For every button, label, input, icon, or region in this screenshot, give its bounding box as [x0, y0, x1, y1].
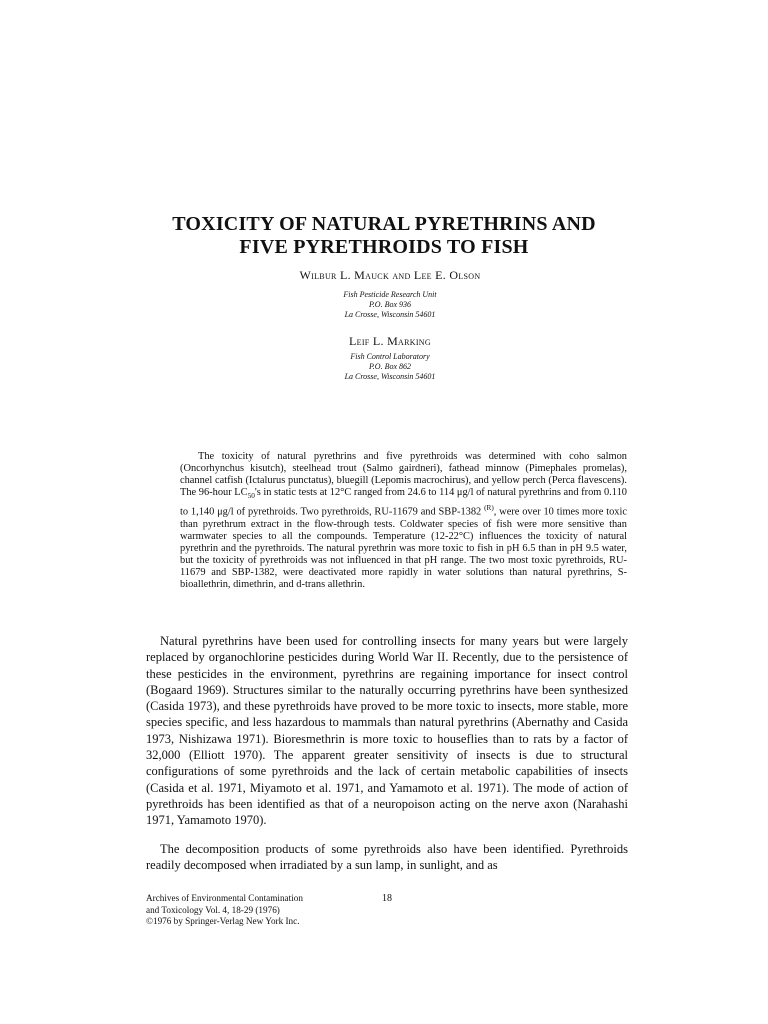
title-line-2: FIVE PYRETHROIDS TO FISH	[239, 236, 529, 258]
abstract-text-part-2: 's in static tests at 12°C ranged from 24.6 to 114 μg/l of natural pyrethrins and from 0.110 to 1,140 μg/l of pyrethroids. Two pyrethroids, RU-11679 and SBP-1382	[180, 487, 627, 518]
title-line-1: TOXICITY OF NATURAL PYRETHRINS AND	[172, 213, 596, 235]
author-affiliation-2	[0, 352, 768, 382]
author-names-2: Leif L. Marking	[349, 334, 431, 348]
footer-line-1: Archives of Environmental Contamination	[146, 893, 303, 903]
abstract-subscript: 50	[247, 492, 255, 501]
affiliation-1-line-3: La Crosse, Wisconsin 54601	[344, 310, 436, 319]
affiliation-1-line-1: Fish Pesticide Research Unit	[343, 290, 437, 299]
affiliation-2-line-1: Fish Control Laboratory	[350, 352, 430, 361]
body-text	[146, 633, 628, 885]
abstract-text-part-1: The toxicity of natural pyrethrins and five pyrethroids was determined with coho salmon (Oncorhynchus kisutch), steelhead trout (Salmo gairdneri), fathead minnow (Pimephales promelas), channel catfish (Ictalurus punctatus), bluegill (Lepomis macrochirus), and yellow perch (Perca flavescens). The 96-hour LC	[180, 451, 627, 499]
abstract	[180, 451, 627, 592]
affiliation-1-line-2: P.O. Box 936	[368, 300, 412, 309]
abstract-superscript: (R)	[484, 504, 494, 513]
abstract-paragraph	[180, 451, 627, 592]
author-names-1: Wilbur L. Mauck and Lee E. Olson	[299, 268, 481, 282]
body-paragraph-1: Natural pyrethrins have been used for controlling insects for many years but were largely replaced by organochlorine pesticides during World War II. Recently, due to the persistence of these pesticides in the environment, pyrethrins are regaining importance for insect control (Bogaard 1969). Structures similar to the naturally occurring pyrethrins have been synthesized (Casida 1973), and these pyrethroids have proved to be more toxic to insects, more stable, more species specific, and less hazardous to mammals than natural pyrethrins (Abernathy and Casida 1973, Nishizawa 1971). Bioresmethrin is more toxic to houseflies than to rats by a factor of 32,000 (Elliott 1970). The apparent greater sensitivity of insects is due to structural configurations of some pyrethroids and the lack of certain metabolic capabilities of insects (Casida et al. 1971, Miyamoto et al. 1971, and Yamamoto et al. 1971). The mode of action of pyrethroids has been identified as that of a neuropoison acting on the nerve axon (Narahashi 1971, Yamamoto 1970).	[146, 634, 628, 828]
affiliation-2-line-3: La Crosse, Wisconsin 54601	[344, 372, 436, 381]
affiliation-2-line-2: P.O. Box 862	[368, 362, 412, 371]
footer-line-3: ©1976 by Springer-Verlag New York Inc.	[146, 916, 300, 926]
journal-citation-footer	[146, 893, 303, 928]
author-affiliation-1	[0, 290, 768, 320]
abstract-text-part-3: , were over 10 times more toxic than pyrethrum extract in the flow-through tests. Coldwater species of fish were more sensitive than warmwater species to all the compounds. Temperature (12-22°C) influences the toxicity of natural pyrethrin and the pyrethroids. The natural pyrethrin was more toxic to fish in pH 6.5 than in pH 9.5 water, but the toxicity of pyrethroids was not influenced in that pH range. The two most toxic pyrethroids, RU-11679 and SBP-1382, were deactivated more rapidly in water solutions than natural pyrethrins, S-bioallethrin, dimethrin, and d-trans allethrin.	[180, 506, 627, 591]
page-number: 18	[382, 893, 392, 904]
body-paragraph-2: The decomposition products of some pyrethroids also have been identified. Pyrethroids readily decomposed when irradiated by a sun lamp, in sunlight, and as	[146, 841, 628, 872]
footer-line-2: and Toxicology Vol. 4, 18-29 (1976)	[146, 904, 280, 915]
paper-title	[0, 213, 768, 259]
